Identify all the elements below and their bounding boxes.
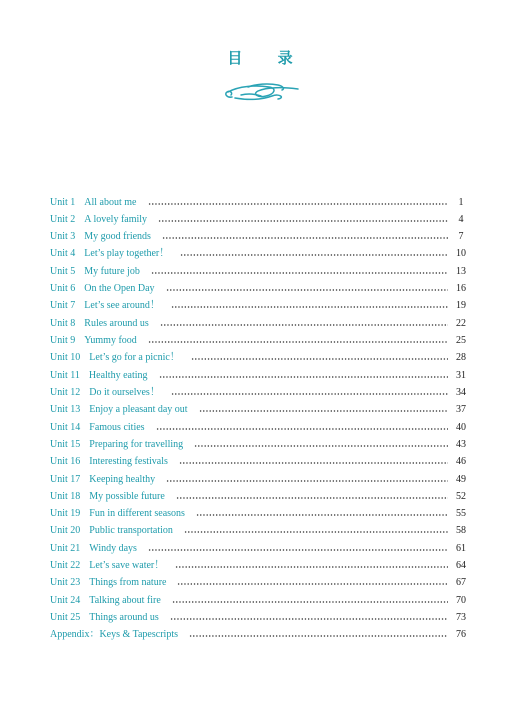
toc-entry-page-number: 19 <box>456 300 466 312</box>
dot-leader <box>170 618 448 620</box>
dot-leader <box>177 583 448 585</box>
toc-entry <box>50 488 470 505</box>
toc-entry-label: Unit 15 <box>50 438 81 450</box>
toc-entry-page-number: 22 <box>456 317 466 329</box>
toc-entry-title: Let’s save water！ <box>89 560 165 572</box>
dot-leader <box>148 203 449 205</box>
toc-entry-page-number: 52 <box>456 490 466 502</box>
toc-entry-label: Unit 12 <box>50 386 81 398</box>
toc-entry-label: Unit 18 <box>50 490 81 502</box>
toc-entry <box>50 384 470 401</box>
toc-entry-label: Unit 23 <box>50 577 81 589</box>
toc-entry-page-number: 40 <box>456 421 466 433</box>
toc-entry-label: Appendix：Keys & Tapescripts <box>50 629 178 641</box>
toc-entry <box>50 505 470 522</box>
toc-entry-label: Unit 6 <box>50 283 76 295</box>
toc-entry <box>50 280 470 297</box>
dot-leader <box>196 514 448 516</box>
toc-entry-title: Keeping healthy <box>89 473 156 485</box>
toc-entry-label: Unit 7 <box>50 300 76 312</box>
toc-entry-page-number: 13 <box>456 265 466 277</box>
dot-leader <box>159 376 448 378</box>
toc-entry-title: My future job <box>84 265 140 277</box>
toc-entry-page-number: 49 <box>456 473 466 485</box>
toc-entry-title: My possible future <box>89 490 165 502</box>
toc-entry <box>50 453 470 470</box>
dot-leader <box>172 601 448 603</box>
toc-entry <box>50 194 470 211</box>
toc-entry <box>50 367 470 384</box>
toc-entry-label: Unit 22 <box>50 560 81 572</box>
toc-entry-label: Unit 19 <box>50 508 81 520</box>
dot-leader <box>199 410 448 412</box>
toc-entry-page-number: 67 <box>456 577 466 589</box>
toc-entry-title: Yummy food <box>84 335 137 346</box>
toc-entry-label: Unit 14 <box>50 421 81 433</box>
toc-entry <box>50 419 470 436</box>
toc-entry <box>50 609 470 626</box>
toc-entry-label: Unit 5 <box>50 265 76 277</box>
toc-entry-title: Let’s go for a picnic！ <box>89 352 180 364</box>
dot-leader <box>148 549 448 551</box>
toc-entry-label: Unit 9 <box>50 335 76 346</box>
dot-leader <box>160 324 448 326</box>
dot-leader <box>180 254 448 256</box>
toc-entry-page-number: 10 <box>456 248 466 260</box>
toc-entry-label: Unit 11 <box>50 369 80 381</box>
toc-entry-label: Unit 3 <box>50 231 76 243</box>
toc-entry <box>50 315 470 332</box>
toc-entry-page-number: 7 <box>458 231 464 243</box>
dot-leader <box>166 480 448 482</box>
toc-entry-page-number: 1 <box>458 196 464 208</box>
toc-entry <box>50 245 470 262</box>
dot-leader <box>171 393 448 395</box>
toc-entry-page-number: 4 <box>458 213 464 225</box>
dot-leader <box>191 358 448 360</box>
toc-entry-title: Let’s see around！ <box>84 300 160 312</box>
toc-entry <box>50 349 470 366</box>
toc-entry-title: Healthy eating <box>88 369 148 381</box>
toc-entry-title: Talking about fire <box>89 594 161 606</box>
toc-entry-page-number: 58 <box>456 525 466 537</box>
toc-entry <box>50 436 470 453</box>
toc-entry-page-number: 76 <box>456 629 466 641</box>
toc-entry-title: Rules around us <box>84 317 149 329</box>
toc-entry-page-number: 16 <box>456 283 466 295</box>
toc-entry-title: Things around us <box>89 612 159 623</box>
toc-entry-label: Unit 10 <box>50 352 81 364</box>
toc-entry-label: Unit 4 <box>50 248 76 260</box>
toc-entry-title: Fun in different seasons <box>89 508 185 520</box>
toc-entry <box>50 557 470 574</box>
toc-entry-label: Unit 1 <box>50 196 76 208</box>
dot-leader <box>156 428 448 430</box>
toc-entry-page-number: 34 <box>456 386 466 398</box>
table-of-contents <box>50 194 470 644</box>
toc-entry-title: Let’s play together！ <box>84 248 170 260</box>
toc-entry-label: Unit 13 <box>50 404 81 416</box>
decorative-swirl-icon <box>221 83 299 102</box>
toc-entry-label: Unit 20 <box>50 525 81 537</box>
dot-leader <box>171 306 448 308</box>
toc-entry-label: Unit 2 <box>50 213 76 225</box>
toc-entry-title: Preparing for travelling <box>89 438 184 450</box>
toc-entry-label: Unit 24 <box>50 594 81 606</box>
toc-entry <box>50 332 470 349</box>
toc-entry-label: Unit 25 <box>50 612 81 623</box>
toc-entry-page-number: 61 <box>456 542 466 554</box>
toc-entry <box>50 471 470 488</box>
toc-entry-title: All about me <box>84 196 137 208</box>
toc-entry-title: Enjoy a pleasant day out <box>89 404 188 416</box>
dot-leader <box>162 237 448 239</box>
dot-leader <box>176 497 448 499</box>
toc-entry-page-number: 31 <box>456 369 466 381</box>
dot-leader <box>151 272 448 274</box>
toc-entry-page-number: 64 <box>456 560 466 572</box>
toc-entry-page-number: 73 <box>456 612 466 623</box>
toc-entry-label: Unit 21 <box>50 542 81 554</box>
toc-entry-title: Famous cities <box>89 421 145 433</box>
toc-entry-label: Unit 16 <box>50 456 81 468</box>
toc-entry <box>50 522 470 539</box>
toc-entry <box>50 540 470 557</box>
toc-entry-title: Do it ourselves！ <box>89 386 160 398</box>
toc-entry <box>50 592 470 609</box>
dot-leader <box>158 220 448 222</box>
dot-leader <box>184 531 448 533</box>
dot-leader <box>148 341 448 343</box>
page-title: 目 录 <box>227 49 305 67</box>
toc-entry <box>50 228 470 245</box>
toc-entry-page-number: 43 <box>456 438 466 450</box>
toc-entry-title: A lovely family <box>84 213 148 225</box>
toc-entry-page-number: 28 <box>456 352 466 364</box>
toc-entry <box>50 263 470 280</box>
toc-entry-title: My good friends <box>84 231 151 243</box>
toc-entry-label: Unit 8 <box>50 317 76 329</box>
dot-leader <box>179 462 448 464</box>
toc-entry-title: On the Open Day <box>84 283 155 295</box>
toc-entry-page-number: 37 <box>456 404 466 416</box>
dot-leader <box>166 289 448 291</box>
toc-entry <box>50 297 470 314</box>
toc-entry-page-number: 46 <box>456 456 466 468</box>
dot-leader <box>194 445 448 447</box>
toc-entry-label: Unit 17 <box>50 473 81 485</box>
dot-leader <box>189 635 448 637</box>
toc-entry-title: Things from nature <box>89 577 167 589</box>
toc-entry-page-number: 25 <box>456 335 466 346</box>
toc-entry-page-number: 70 <box>456 594 466 606</box>
toc-entry <box>50 626 470 643</box>
toc-entry <box>50 401 470 418</box>
dot-leader <box>175 566 448 568</box>
toc-entry <box>50 574 470 591</box>
toc-entry-title: Windy days <box>89 542 137 554</box>
toc-entry-page-number: 55 <box>456 508 466 520</box>
toc-entry <box>50 211 470 228</box>
toc-entry-title: Public transportation <box>89 525 173 537</box>
toc-entry-title: Interesting festivals <box>89 456 168 468</box>
